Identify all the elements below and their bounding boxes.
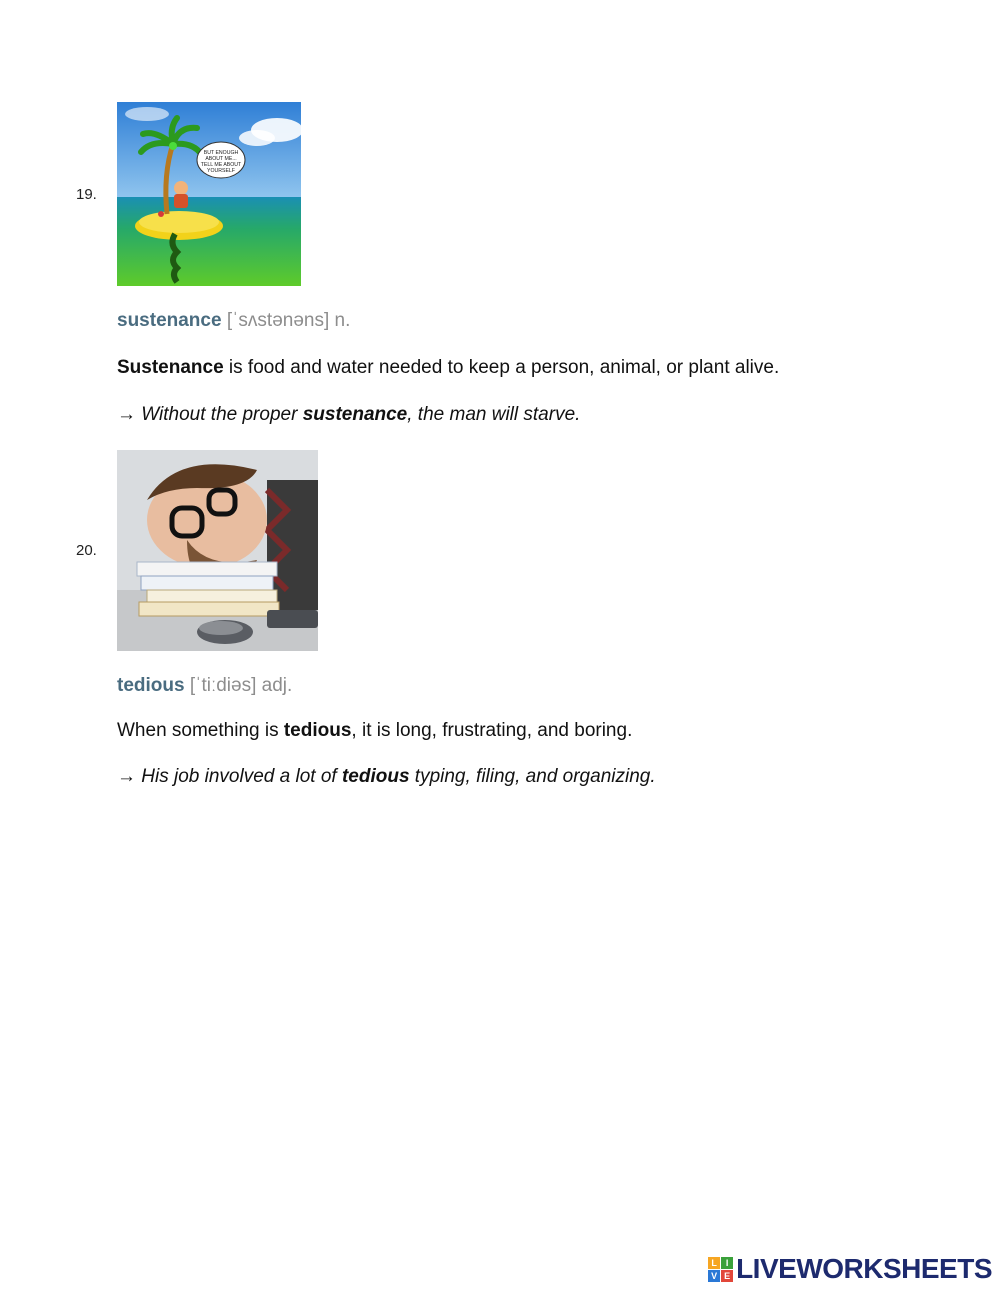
definition-rest: is food and water needed to keep a person, animal, or plant alive.	[223, 357, 780, 378]
logo-block: V	[708, 1270, 720, 1282]
definition-text	[117, 357, 779, 379]
logo-text: LIVEWORKSHEETS	[736, 1253, 992, 1284]
vocab-heading	[117, 310, 350, 332]
svg-text:YOURSELF: YOURSELF	[207, 168, 235, 174]
example-after: , the man will starve.	[407, 404, 581, 425]
desert-island-cartoon-image	[117, 102, 301, 286]
phonetic-transcription: [ˈtiːdiəs] adj.	[189, 675, 293, 696]
svg-text:TELL ME ABOUT: TELL ME ABOUT	[200, 162, 242, 168]
item-number: 20.	[76, 542, 97, 559]
example-sentence	[117, 404, 580, 426]
example-before: → Without the proper	[117, 404, 303, 425]
logo-block: E	[721, 1270, 733, 1282]
vocab-word: sustenance	[117, 310, 222, 331]
example-keyword: tedious	[341, 766, 410, 787]
definition-before: When something is	[117, 720, 284, 741]
example-before: → His job involved a lot of	[117, 766, 342, 787]
vocab-heading	[117, 675, 292, 697]
example-after: typing, filing, and organizing.	[409, 766, 656, 787]
vocab-word: tedious	[117, 675, 185, 696]
definition-keyword: Sustenance	[117, 357, 224, 378]
definition-keyword: tedious	[283, 720, 352, 741]
definition-after: , it is long, frustrating, and boring.	[351, 720, 633, 741]
speech-bubble-text: BUT ENOUGH	[203, 150, 239, 156]
liveworksheets-logo[interactable]	[708, 1253, 992, 1285]
phonetic-transcription: [ˈsʌstənəns] n.	[226, 310, 351, 331]
example-sentence	[117, 766, 656, 788]
definition-text	[117, 720, 632, 742]
logo-block: L	[708, 1257, 720, 1269]
item-number: 19.	[76, 186, 97, 203]
svg-text:ABOUT ME...: ABOUT ME...	[205, 156, 237, 162]
logo-block: I	[721, 1257, 733, 1269]
example-keyword: sustenance	[302, 404, 408, 425]
logo-blocks-icon	[708, 1257, 733, 1282]
tired-man-on-books-image	[117, 450, 318, 651]
